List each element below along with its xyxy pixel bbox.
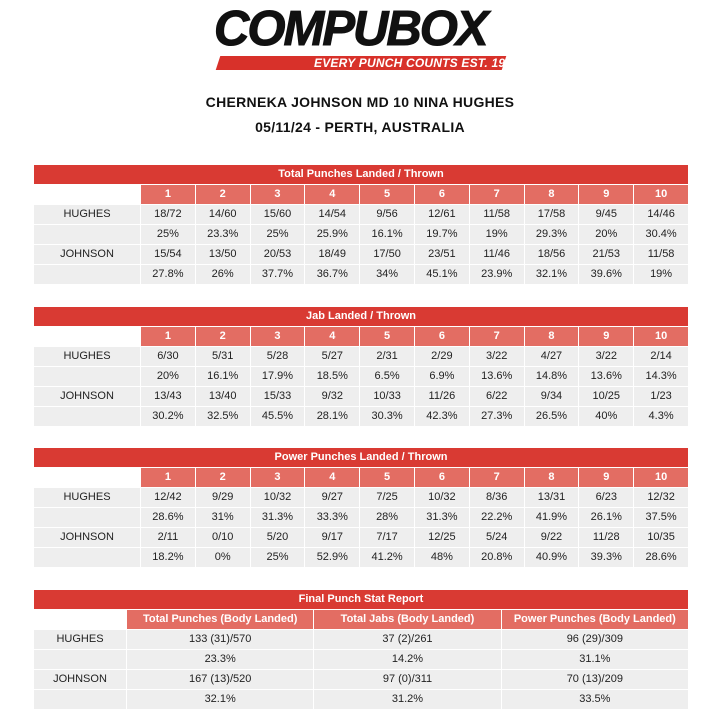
landed-thrown-cell: 2/31 <box>360 347 414 366</box>
round-number: 5 <box>360 185 414 204</box>
column-header-blank <box>34 610 126 629</box>
total-stat-cell: 37 (2)/261 <box>314 630 500 649</box>
column-header: Total Jabs (Body Landed) <box>314 610 500 629</box>
fighter-counts-row <box>34 630 688 649</box>
percentage-cell: 28.1% <box>305 407 359 426</box>
landed-thrown-cell: 14/54 <box>305 205 359 224</box>
fighter-name: HUGHES <box>34 347 140 366</box>
landed-thrown-cell: 20/53 <box>251 245 305 264</box>
landed-thrown-cell: 14/60 <box>196 205 250 224</box>
percentage-cell: 19% <box>634 265 688 284</box>
fighter-pct-row <box>34 548 688 567</box>
landed-thrown-cell: 9/22 <box>525 528 579 547</box>
landed-thrown-cell: 2/11 <box>141 528 195 547</box>
percentage-cell: 25% <box>251 548 305 567</box>
round-number: 10 <box>634 185 688 204</box>
column-header: Power Punches (Body Landed) <box>502 610 688 629</box>
landed-thrown-cell: 21/53 <box>579 245 633 264</box>
fighter-pct-row <box>34 407 688 426</box>
table-heading: Total Punches Landed / Thrown <box>34 165 688 184</box>
fighter-counts-row <box>34 245 688 264</box>
fighter-counts-row <box>34 347 688 366</box>
round-number: 4 <box>305 468 359 487</box>
round-number: 9 <box>579 185 633 204</box>
fighter-counts-row <box>34 387 688 406</box>
fighter-counts-row <box>34 205 688 224</box>
landed-thrown-cell: 11/26 <box>415 387 469 406</box>
percentage-cell: 23.3% <box>196 225 250 244</box>
landed-thrown-cell: 0/10 <box>196 528 250 547</box>
round-number: 5 <box>360 327 414 346</box>
round-number: 7 <box>470 327 524 346</box>
landed-thrown-cell: 5/27 <box>305 347 359 366</box>
table-heading: Jab Landed / Thrown <box>34 307 688 326</box>
fighter-counts-row <box>34 528 688 547</box>
percentage-cell: 13.6% <box>579 367 633 386</box>
landed-thrown-cell: 10/25 <box>579 387 633 406</box>
percentage-cell: 29.3% <box>525 225 579 244</box>
landed-thrown-cell: 9/27 <box>305 488 359 507</box>
fighter-name: JOHNSON <box>34 528 140 547</box>
percentage-cell: 37.5% <box>634 508 688 527</box>
percentage-cell: 41.2% <box>360 548 414 567</box>
percentage-cell: 31.3% <box>415 508 469 527</box>
jab-table <box>33 306 689 427</box>
round-number: 9 <box>579 468 633 487</box>
column-header: Total Punches (Body Landed) <box>127 610 313 629</box>
percentage-cell: 6.5% <box>360 367 414 386</box>
percentage-cell: 33.5% <box>502 690 688 709</box>
fighter-name-blank <box>34 690 126 709</box>
percentage-cell: 26% <box>196 265 250 284</box>
landed-thrown-cell: 5/20 <box>251 528 305 547</box>
landed-thrown-cell: 3/22 <box>579 347 633 366</box>
percentage-cell: 13.6% <box>470 367 524 386</box>
round-number: 4 <box>305 185 359 204</box>
landed-thrown-cell: 10/35 <box>634 528 688 547</box>
round-number: 10 <box>634 327 688 346</box>
fighter-pct-row <box>34 367 688 386</box>
fighter-pct-row <box>34 225 688 244</box>
percentage-cell: 6.9% <box>415 367 469 386</box>
percentage-cell: 39.3% <box>579 548 633 567</box>
round-number: 9 <box>579 327 633 346</box>
fighter-name: HUGHES <box>34 488 140 507</box>
percentage-cell: 26.5% <box>525 407 579 426</box>
fighter-counts-row <box>34 488 688 507</box>
percentage-cell: 45.1% <box>415 265 469 284</box>
percentage-cell: 30.4% <box>634 225 688 244</box>
fighter-pct-row <box>34 508 688 527</box>
percentage-cell: 32.5% <box>196 407 250 426</box>
percentage-cell: 19% <box>470 225 524 244</box>
percentage-cell: 22.2% <box>470 508 524 527</box>
round-header-blank <box>34 327 140 346</box>
landed-thrown-cell: 6/30 <box>141 347 195 366</box>
landed-thrown-cell: 12/42 <box>141 488 195 507</box>
percentage-cell: 42.3% <box>415 407 469 426</box>
landed-thrown-cell: 15/33 <box>251 387 305 406</box>
landed-thrown-cell: 11/58 <box>634 245 688 264</box>
landed-thrown-cell: 12/25 <box>415 528 469 547</box>
table-heading: Power Punches Landed / Thrown <box>34 448 688 467</box>
landed-thrown-cell: 5/31 <box>196 347 250 366</box>
percentage-cell: 23.9% <box>470 265 524 284</box>
landed-thrown-cell: 13/43 <box>141 387 195 406</box>
round-number: 1 <box>141 185 195 204</box>
percentage-cell: 20.8% <box>470 548 524 567</box>
percentage-cell: 19.7% <box>415 225 469 244</box>
fighter-name-blank <box>34 650 126 669</box>
percentage-cell: 34% <box>360 265 414 284</box>
percentage-cell: 27.3% <box>470 407 524 426</box>
fighter-pct-row <box>34 265 688 284</box>
percentage-cell: 28.6% <box>141 508 195 527</box>
landed-thrown-cell: 13/40 <box>196 387 250 406</box>
round-number: 1 <box>141 468 195 487</box>
percentage-cell: 17.9% <box>251 367 305 386</box>
fighter-name-blank <box>34 508 140 527</box>
percentage-cell: 41.9% <box>525 508 579 527</box>
percentage-cell: 30.3% <box>360 407 414 426</box>
percentage-cell: 20% <box>579 225 633 244</box>
landed-thrown-cell: 17/50 <box>360 245 414 264</box>
percentage-cell: 20% <box>141 367 195 386</box>
fighter-name-blank <box>34 548 140 567</box>
percentage-cell: 25.9% <box>305 225 359 244</box>
percentage-cell: 45.5% <box>251 407 305 426</box>
percentage-cell: 32.1% <box>127 690 313 709</box>
landed-thrown-cell: 12/61 <box>415 205 469 224</box>
landed-thrown-cell: 14/46 <box>634 205 688 224</box>
round-header-blank <box>34 468 140 487</box>
percentage-cell: 33.3% <box>305 508 359 527</box>
landed-thrown-cell: 6/23 <box>579 488 633 507</box>
percentage-cell: 40% <box>579 407 633 426</box>
fighter-name-blank <box>34 225 140 244</box>
total-stat-cell: 70 (13)/209 <box>502 670 688 689</box>
percentage-cell: 28.6% <box>634 548 688 567</box>
landed-thrown-cell: 18/49 <box>305 245 359 264</box>
landed-thrown-cell: 12/32 <box>634 488 688 507</box>
landed-thrown-cell: 4/27 <box>525 347 579 366</box>
percentage-cell: 25% <box>141 225 195 244</box>
percentage-cell: 39.6% <box>579 265 633 284</box>
landed-thrown-cell: 7/25 <box>360 488 414 507</box>
landed-thrown-cell: 15/60 <box>251 205 305 224</box>
percentage-cell: 23.3% <box>127 650 313 669</box>
round-number: 2 <box>196 468 250 487</box>
total-stat-cell: 96 (29)/309 <box>502 630 688 649</box>
round-number: 6 <box>415 185 469 204</box>
total-stat-cell: 167 (13)/520 <box>127 670 313 689</box>
percentage-cell: 25% <box>251 225 305 244</box>
round-number: 8 <box>525 468 579 487</box>
landed-thrown-cell: 9/45 <box>579 205 633 224</box>
landed-thrown-cell: 9/34 <box>525 387 579 406</box>
landed-thrown-cell: 8/36 <box>470 488 524 507</box>
landed-thrown-cell: 1/23 <box>634 387 688 406</box>
round-number: 6 <box>415 468 469 487</box>
percentage-cell: 16.1% <box>360 225 414 244</box>
landed-thrown-cell: 3/22 <box>470 347 524 366</box>
landed-thrown-cell: 23/51 <box>415 245 469 264</box>
percentage-cell: 52.9% <box>305 548 359 567</box>
percentage-cell: 0% <box>196 548 250 567</box>
fighter-name-blank <box>34 367 140 386</box>
landed-thrown-cell: 6/22 <box>470 387 524 406</box>
percentage-cell: 30.2% <box>141 407 195 426</box>
percentage-cell: 16.1% <box>196 367 250 386</box>
landed-thrown-cell: 10/32 <box>415 488 469 507</box>
fighter-pct-row <box>34 650 688 669</box>
landed-thrown-cell: 11/58 <box>470 205 524 224</box>
percentage-cell: 31.2% <box>314 690 500 709</box>
round-number: 3 <box>251 468 305 487</box>
round-number: 3 <box>251 185 305 204</box>
percentage-cell: 18.2% <box>141 548 195 567</box>
landed-thrown-cell: 9/17 <box>305 528 359 547</box>
percentage-cell: 14.3% <box>634 367 688 386</box>
fighter-name: JOHNSON <box>34 387 140 406</box>
percentage-cell: 27.8% <box>141 265 195 284</box>
percentage-cell: 36.7% <box>305 265 359 284</box>
compubox-logo <box>214 2 519 70</box>
percentage-cell: 18.5% <box>305 367 359 386</box>
landed-thrown-cell: 5/24 <box>470 528 524 547</box>
page-title: CHERNEKA JOHNSON MD 10 NINA HUGHES <box>205 94 515 110</box>
fighter-name-blank <box>34 265 140 284</box>
percentage-cell: 32.1% <box>525 265 579 284</box>
fighter-counts-row <box>34 670 688 689</box>
landed-thrown-cell: 18/56 <box>525 245 579 264</box>
round-header-blank <box>34 185 140 204</box>
landed-thrown-cell: 5/28 <box>251 347 305 366</box>
round-number: 1 <box>141 327 195 346</box>
landed-thrown-cell: 15/54 <box>141 245 195 264</box>
round-number: 8 <box>525 185 579 204</box>
round-number: 7 <box>470 185 524 204</box>
landed-thrown-cell: 9/29 <box>196 488 250 507</box>
percentage-cell: 48% <box>415 548 469 567</box>
total-stat-cell: 133 (31)/570 <box>127 630 313 649</box>
landed-thrown-cell: 10/33 <box>360 387 414 406</box>
landed-thrown-cell: 11/28 <box>579 528 633 547</box>
landed-thrown-cell: 9/32 <box>305 387 359 406</box>
percentage-cell: 4.3% <box>634 407 688 426</box>
landed-thrown-cell: 13/31 <box>525 488 579 507</box>
fighter-name: HUGHES <box>34 205 140 224</box>
fighter-name: JOHNSON <box>34 245 140 264</box>
landed-thrown-cell: 2/29 <box>415 347 469 366</box>
percentage-cell: 37.7% <box>251 265 305 284</box>
round-number: 6 <box>415 327 469 346</box>
landed-thrown-cell: 13/50 <box>196 245 250 264</box>
power-punches-table <box>33 447 689 568</box>
final-stat-table <box>33 589 689 710</box>
round-number: 4 <box>305 327 359 346</box>
percentage-cell: 31.3% <box>251 508 305 527</box>
percentage-cell: 31% <box>196 508 250 527</box>
landed-thrown-cell: 11/46 <box>470 245 524 264</box>
fighter-name-blank <box>34 407 140 426</box>
round-number: 5 <box>360 468 414 487</box>
fighter-pct-row <box>34 690 688 709</box>
landed-thrown-cell: 18/72 <box>141 205 195 224</box>
round-number: 3 <box>251 327 305 346</box>
landed-thrown-cell: 10/32 <box>251 488 305 507</box>
total-stat-cell: 97 (0)/311 <box>314 670 500 689</box>
round-number: 2 <box>196 185 250 204</box>
logo-tagline: EVERY PUNCH COUNTS EST. 1985 <box>314 56 519 70</box>
percentage-cell: 40.9% <box>525 548 579 567</box>
percentage-cell: 28% <box>360 508 414 527</box>
total-punches-table <box>33 164 689 285</box>
landed-thrown-cell: 7/17 <box>360 528 414 547</box>
round-number: 2 <box>196 327 250 346</box>
round-number: 7 <box>470 468 524 487</box>
percentage-cell: 26.1% <box>579 508 633 527</box>
fighter-name: JOHNSON <box>34 670 126 689</box>
round-number: 10 <box>634 468 688 487</box>
landed-thrown-cell: 2/14 <box>634 347 688 366</box>
percentage-cell: 31.1% <box>502 650 688 669</box>
page-subtitle: 05/11/24 - PERTH, AUSTRALIA <box>255 119 465 135</box>
logo-wordmark: COMPUBOX <box>214 2 487 56</box>
round-number: 8 <box>525 327 579 346</box>
table-heading: Final Punch Stat Report <box>34 590 688 609</box>
landed-thrown-cell: 17/58 <box>525 205 579 224</box>
landed-thrown-cell: 9/56 <box>360 205 414 224</box>
fighter-name: HUGHES <box>34 630 126 649</box>
percentage-cell: 14.2% <box>314 650 500 669</box>
percentage-cell: 14.8% <box>525 367 579 386</box>
